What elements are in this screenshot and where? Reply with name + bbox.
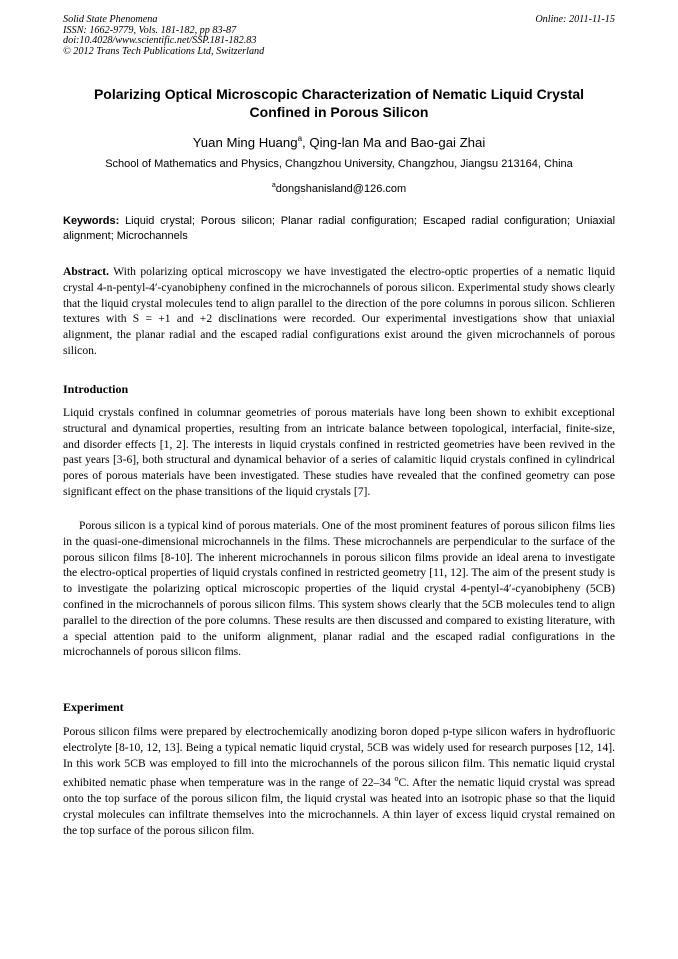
journal-name: Solid State Phenomena [63, 14, 158, 25]
degree-sup: o [394, 774, 399, 784]
paper-title: Polarizing Optical Microscopic Characterization of Nematic Liquid Crystal Confined in Porous Silicon [93, 86, 585, 120]
affiliation: School of Mathematics and Physics, Changzhou University, Changzhou, Jiangsu 213164, China [105, 158, 573, 170]
author-first-sup: a [297, 134, 303, 143]
abstract-label: Abstract. [63, 265, 110, 278]
copyright-line: © 2012 Trans Tech Publications Ltd, Switzerland [63, 45, 265, 57]
keywords-block [63, 214, 615, 245]
intro-paragraph-2: Porous silicon is a typical kind of porous materials. One of the most prominent features of porous silicon films lies in the quasi-one-dimensional microchannels in the films. These microchannels are perpendicular to the surface of the porous silicon films [8-10]. The inherent microchannels in porous silicon films provide an ideal arena to investigate the electro-optical properties of liquid crystals confined in restricted geometry [11, 12]. The aim of the present study is to investigate the polarizing optical microscopic properties of the liquid crystal 4-pentyl-4′-cyanobipheny (5CB) confined in the microchannels of porous silicon films. This system shows clearly that the 5CB molecules tend to align parallel to the direction of the pore columns. These results are then discussed and compared to existing literature, with a special attention paid to the uniform alignment, planar radial and the escaped radial configurations in the microchannels of porous silicon films. [63, 519, 615, 659]
introduction-heading: Introduction [63, 382, 129, 396]
experiment-text-b: C. After the nematic liquid crystal was spread onto the top surface of the porous silicon film, the liquid crystal was heated into an isotropic phase so that the liquid crystal molecules can infiltrate themselves into the microchannels. A thin layer of excess liquid crystal remained on the top surface of the porous silicon film. [63, 776, 615, 837]
email-sup: a [271, 182, 276, 189]
experiment-heading: Experiment [63, 700, 124, 714]
author-list [40, 130, 638, 151]
email-address: dongshanisland@126.com [275, 183, 407, 195]
author-rest: , Qing-lan Ma and Bao-gai Zhai [302, 135, 486, 150]
keywords-label: Keywords: [63, 215, 120, 227]
email-line [63, 178, 615, 197]
doi-line: doi:10.4028/www.scientific.net/SSP.181-182.83 [63, 35, 257, 47]
online-date: Online: 2011-11-15 [535, 14, 615, 25]
issn-line: ISSN: 1662-9779, Vols. 181-182, pp 83-87 [63, 24, 237, 36]
experiment-paragraph-1 [63, 724, 615, 838]
experiment-text-a: Porous silicon films were prepared by electrochemically anodizing boron doped p-type silicon wafers in hydrofluoric electrolyte [8-10, 12, 13]. Being a typical nematic liquid crystal, 5CB was widely used for research purposes [12, 14]. In this work 5CB was employed to fill into the microchannels of the porous silicon film. This nematic liquid crystal exhibited nematic phase when temperature was in the range of 22–34 [63, 725, 615, 790]
abstract-text: With polarizing optical microscopy we have investigated the electro-optic properties of a nematic liquid crystal 4-n-pentyl-4′-cyanobipheny confined in the microchannels of porous silicon. Experimental study shows clearly that the liquid crystal molecules tend to align parallel to the direction of the pore columns in porous silicon. Schlieren textures with S = +1 and +2 disclinations were recorded. Our experimental investigations show that uniaxial alignment, the planar radial and the escaped radial configurations exist around the given microchannels of porous silicon. [63, 265, 615, 357]
journal-header [63, 15, 615, 57]
abstract-block [63, 264, 615, 359]
author-first: Yuan Ming Huang [192, 135, 298, 150]
intro-paragraph-1: Liquid crystals confined in columnar geometries of porous materials have long been shown to exhibit exceptional structural and dynamical properties, resulting from an intricate balance between topological, interfacial, finite-size, and disorder effects [1, 2]. The interests in liquid crystals confined in restricted geometries have been revived in the past years [3-6], both structural and dynamical behavior of a series of calamitic liquid crystals confined in cylindrical pores of porous materials have been investigated. These studies have revealed that the confined geometry can pose significant effect on the phase transitions of the liquid crystals [7]. [63, 406, 615, 498]
keywords-text: Liquid crystal; Porous silicon; Planar radial configuration; Escaped radial configuration; Uniaxial alignment; Microchannels [63, 215, 616, 243]
